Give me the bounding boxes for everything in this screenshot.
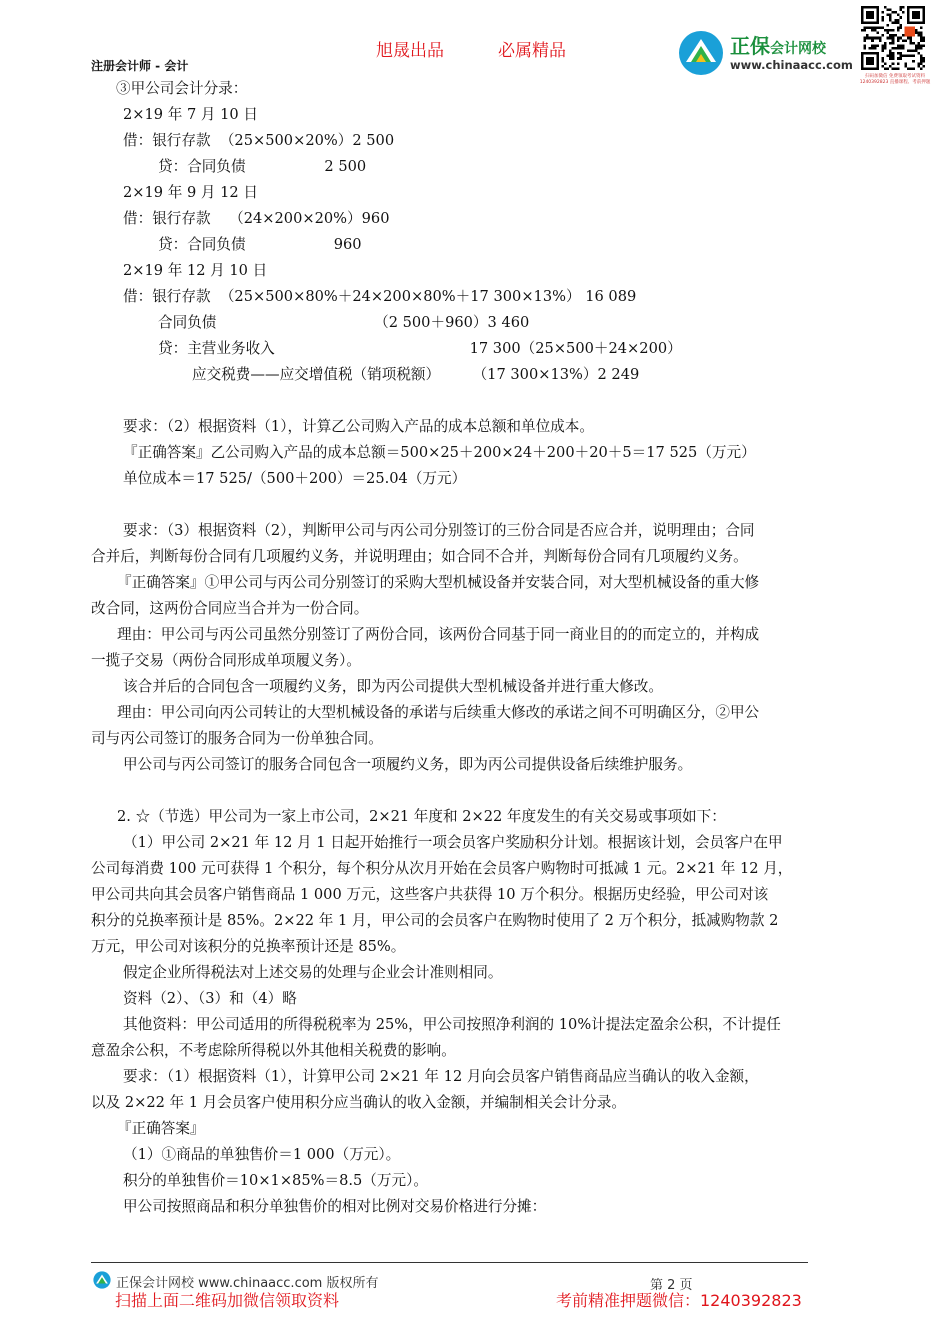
text-line: 合并后，判断每份合同有几项履约义务，并说明理由；如合同不合并，判断每份合同有几项履约义务。 (91, 548, 748, 565)
footer-scan-promo: 扫描上面二维码加微信领取资料 (115, 1291, 340, 1310)
text-line: 2×19 年 7 月 10 日 (123, 106, 258, 123)
text-line: 2. ☆（节选）甲公司为一家上市公司，2×21 年度和 2×22 年度发生的有关交易或事项如下： (117, 808, 726, 825)
brand-logo (678, 28, 858, 76)
text-line: 合同负债 （2 500＋960）3 460 (158, 314, 530, 331)
footer-wechat-promo: 考前精准押题微信：1240392823 (556, 1291, 802, 1310)
text-line: 2×19 年 9 月 12 日 (123, 184, 258, 201)
text-line: 应交税费——应交增值税（销项税额） （17 300×13%）2 249 (192, 366, 640, 383)
text-line: 甲公司共向其会员客户销售商品 1 000 万元，这些客户共获得 10 万个积分。根据历史经验，甲公司对该 (91, 886, 769, 903)
text-line: 贷：主营业务收入 17 300（25×500＋24×200） (158, 340, 682, 357)
header-slogan-left: 旭晟出品 (376, 41, 444, 61)
text-line: 要求：（3）根据资料（2），判断甲公司与丙公司分别签订的三份合同是否应合并，说明理由；合同 (123, 522, 755, 539)
footer-copyright: 正保会计网校 www.chinaacc.com 版权所有 (116, 1276, 379, 1291)
text-line: 单位成本＝17 525/（500＋200）＝25.04（万元） (123, 470, 467, 487)
text-line: 一揽子交易（两份合同形成单项履义务）。 (91, 652, 361, 669)
text-line: 借：银行存款 （24×200×20%）960 (123, 210, 390, 227)
header-subtitle: 注册会计师 - 会计 (91, 59, 189, 73)
text-line: 贷：合同负债 2 500 (158, 158, 367, 175)
text-line: 甲公司按照商品和积分单独售价的相对比例对交易价格进行分摊： (123, 1198, 547, 1215)
logo-title-small: 会计网校 (770, 41, 826, 57)
text-line: 理由：甲公司与丙公司虽然分别签订了两份合同，该两份合同基于同一商业目的的而定立的，并构成 (117, 626, 760, 643)
text-line: 意盈余公积，不考虑除所得税以外其他相关税费的影响。 (91, 1042, 456, 1059)
header-slogan-right: 必属精品 (498, 41, 566, 61)
footer-logo-icon (93, 1271, 111, 1289)
text-line: 要求：（2）根据资料（1），计算乙公司购入产品的成本总额和单位成本。 (123, 418, 594, 435)
text-line: 积分的单独售价＝10×1×85%＝8.5（万元）。 (123, 1172, 428, 1189)
text-line: 积分的兑换率预计是 85%。2×22 年 1 月，甲公司的会员客户在购物时使用了 2 万个积分，抵减购物款 2 (91, 912, 779, 929)
text-line: （1）甲公司 2×21 年 12 月 1 日起开始推行一项会员客户奖励积分计划。根据该计划，会员客户在甲 (123, 834, 783, 851)
text-line: 要求：（1）根据资料（1），计算甲公司 2×21 年 12 月向会员客户销售商品应当确认的收入金额， (123, 1068, 759, 1085)
text-line: 理由：甲公司向丙公司转让的大型机械设备的承诺与后续重大修改的承诺之间不可明确区分，②甲公 (117, 704, 760, 721)
text-line: 以及 2×22 年 1 月会员客户使用积分应当确认的收入金额，并编制相关会计分录。 (91, 1094, 626, 1111)
text-line: 『正确答案』①甲公司与丙公司分别签订的采购大型机械设备并安装合同，对大型机械设备的重大修 (117, 574, 760, 591)
text-line: 借：银行存款 （25×500×20%）2 500 (123, 132, 395, 149)
logo-title-main: 正保 (730, 34, 770, 58)
text-line: （1）①商品的单独售价＝1 000（万元）。 (123, 1146, 401, 1163)
text-line: 该合并后的合同包含一项履约义务，即为丙公司提供大型机械设备并进行重大修改。 (123, 678, 663, 695)
text-line: ③甲公司会计分录： (116, 80, 248, 97)
text-line: 假定企业所得税法对上述交易的处理与企业会计准则相同。 (123, 964, 503, 981)
text-line: 贷：合同负债 960 (158, 236, 362, 253)
text-line: 2×19 年 12 月 10 日 (123, 262, 268, 279)
text-line: 甲公司与丙公司签订的服务合同包含一项履约义务，即为丙公司提供设备后续维护服务。 (123, 756, 693, 773)
qr-code (861, 6, 925, 70)
text-line: 万元，甲公司对该积分的兑换率预计还是 85%。 (91, 938, 406, 955)
text-line: 司与丙公司签订的服务合同为一份单独合同。 (91, 730, 383, 747)
logo-emblem-icon (678, 30, 724, 76)
text-line: 公司每消费 100 元可获得 1 个积分，每个积分从次月开始在会员客户购物时可抵减 1 元。2×21 年 12 月， (91, 860, 793, 877)
text-line: 改合同，这两份合同应当合并为一份合同。 (91, 600, 369, 617)
text-line: 『正确答案』乙公司购入产品的成本总额＝500×25＋200×24＋200＋20＋5＝17 525（万元） (123, 444, 756, 461)
logo-title (730, 30, 826, 59)
logo-url: www.chinaacc.com (730, 58, 853, 72)
footer-page-number: 第 2 页 (650, 1278, 693, 1293)
text-line: 其他资料：甲公司适用的所得税税率为 25%，甲公司按照净利润的 10%计提法定盈余公积，不计提任 (123, 1016, 781, 1033)
qr-caption: 扫码加微信 免费领取考试资料 1240392823 直播课程、考前押题 (859, 74, 931, 85)
footer-rule (91, 1262, 808, 1263)
text-line: 借：银行存款 （25×500×80%＋24×200×80%＋17 300×13%） 16 089 (123, 288, 637, 305)
text-line: 『正确答案』 (117, 1120, 205, 1137)
text-line: 资料（2）、（3）和（4）略 (123, 990, 297, 1007)
